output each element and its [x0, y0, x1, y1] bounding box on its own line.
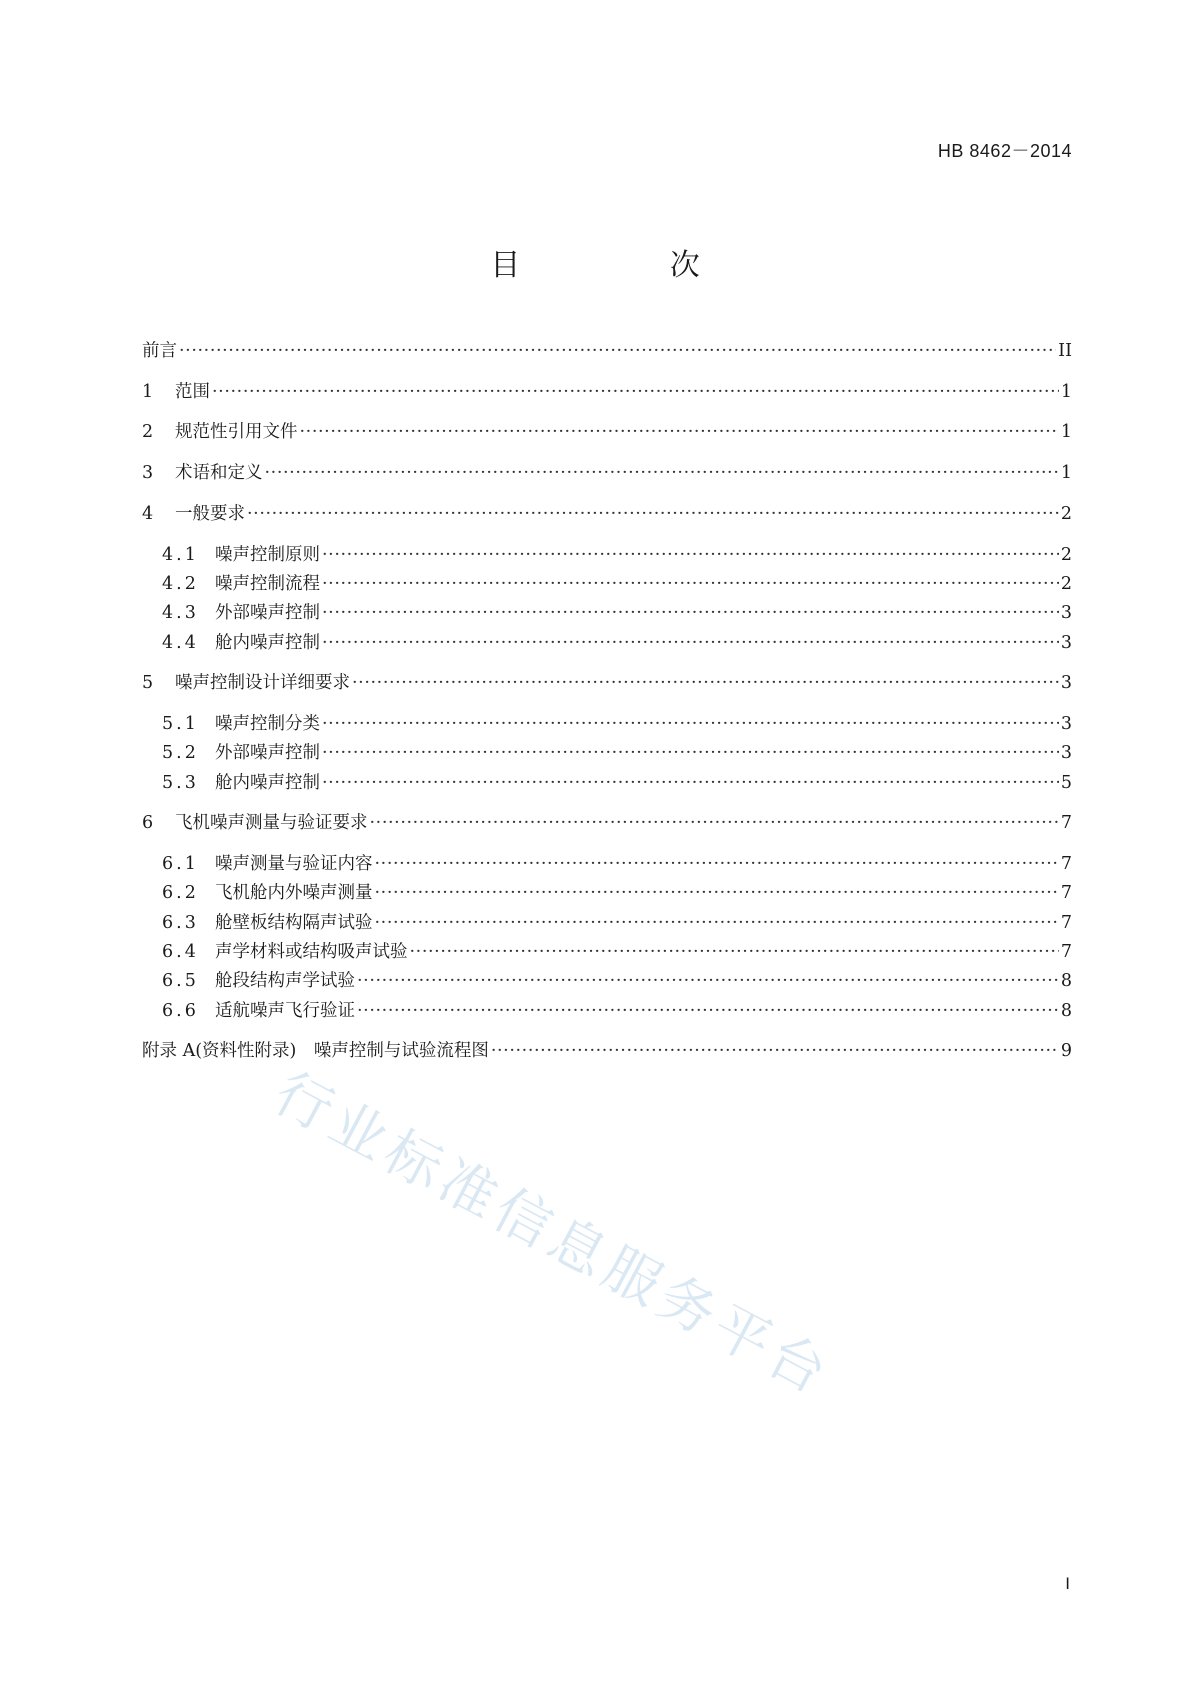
- toc-entry-number: 6.4: [162, 942, 199, 962]
- toc-leader-dots: [410, 941, 1059, 963]
- toc-entry-number: 4.2: [162, 574, 199, 594]
- toc-entry-label: 外部噪声控制: [215, 603, 320, 623]
- toc-entry-label: 舱内噪声控制: [215, 633, 320, 653]
- toc-entry-page: 1: [1060, 382, 1072, 402]
- toc-entry-number: 2: [142, 422, 154, 442]
- toc-entry-label: 外部噪声控制: [215, 743, 320, 763]
- toc-leader-dots: [322, 772, 1059, 794]
- toc-entry-page: 1: [1060, 422, 1072, 442]
- toc-entry[interactable]: [142, 1000, 1072, 1022]
- toc-entry[interactable]: [142, 632, 1072, 654]
- toc-entry-number: 1: [142, 382, 154, 402]
- toc-entry-number: 6.5: [162, 971, 199, 991]
- toc-leader-dots: [322, 544, 1059, 566]
- toc-entry-number: 5.2: [162, 743, 199, 763]
- toc-entry-label: 飞机舱内外噪声测量: [215, 883, 373, 903]
- toc-leader-dots: [322, 713, 1059, 735]
- toc-entry[interactable]: [142, 742, 1072, 764]
- toc-entry-page: 7: [1060, 854, 1072, 874]
- toc-leader-dots: [265, 462, 1059, 484]
- toc-entry-page: 5: [1060, 773, 1072, 793]
- toc-entry[interactable]: [142, 812, 1072, 834]
- toc-entry-label: 术语和定义: [175, 463, 263, 483]
- toc-entry-label: 噪声控制分类: [215, 714, 320, 734]
- toc-entry-number: 4: [142, 504, 154, 524]
- toc-entry[interactable]: [142, 602, 1072, 624]
- toc-entry-number: 6.6: [162, 1001, 199, 1021]
- toc-entry-page: 3: [1060, 673, 1072, 693]
- toc-entry[interactable]: [142, 970, 1072, 992]
- toc-entry-page: 3: [1060, 743, 1072, 763]
- toc-entry-label: 前言: [142, 341, 177, 361]
- toc-entry-page: 3: [1060, 714, 1072, 734]
- toc-leader-dots: [247, 503, 1059, 525]
- toc-entry[interactable]: [142, 1040, 1072, 1062]
- toc-entry[interactable]: [142, 421, 1072, 443]
- toc-entry[interactable]: [142, 672, 1072, 694]
- toc-entry-label: 范围: [175, 382, 210, 402]
- toc-entry-label: 适航噪声飞行验证: [215, 1001, 355, 1021]
- toc-leader-dots: [375, 912, 1059, 934]
- toc-entry-page: 1: [1060, 463, 1072, 483]
- toc-entry[interactable]: [142, 462, 1072, 484]
- toc-entry-number: 3: [142, 463, 154, 483]
- toc-entry-label: 噪声控制原则: [215, 545, 320, 565]
- toc-entry[interactable]: [142, 912, 1072, 934]
- toc-entry[interactable]: [142, 882, 1072, 904]
- toc-entry-label: 附录 A(资料性附录) 噪声控制与试验流程图: [142, 1041, 489, 1061]
- toc-leader-dots: [322, 632, 1059, 654]
- toc-entry[interactable]: [142, 941, 1072, 963]
- toc-entry[interactable]: [142, 853, 1072, 875]
- toc-entry-page: 2: [1060, 574, 1072, 594]
- page-title: 目 次: [490, 248, 770, 283]
- toc-entry[interactable]: [142, 713, 1072, 735]
- toc-entry-number: 5: [142, 673, 154, 693]
- toc-entry-page: 2: [1060, 504, 1072, 524]
- toc-leader-dots: [357, 970, 1059, 992]
- toc-entry-number: 4.3: [162, 603, 199, 623]
- toc-entry-page: 3: [1060, 633, 1072, 653]
- document-code: HB 8462－2014: [937, 141, 1072, 161]
- toc-entry-label: 舱段结构声学试验: [215, 971, 355, 991]
- toc-entry-page: 3: [1060, 603, 1072, 623]
- toc-entry-label: 声学材料或结构吸声试验: [215, 942, 408, 962]
- toc-entry-page: 8: [1060, 971, 1072, 991]
- toc-entry-number: 5.3: [162, 773, 199, 793]
- toc-leader-dots: [491, 1040, 1059, 1062]
- toc-leader-dots: [300, 421, 1059, 443]
- toc-entry-page: II: [1058, 341, 1072, 361]
- toc-leader-dots: [370, 812, 1059, 834]
- toc-entry-label: 噪声控制设计详细要求: [175, 673, 350, 693]
- toc-entry-label: 舱内噪声控制: [215, 773, 320, 793]
- toc-entry-page: 7: [1060, 883, 1072, 903]
- toc-entry[interactable]: [142, 544, 1072, 566]
- toc-entry[interactable]: [142, 381, 1072, 403]
- toc-leader-dots: [375, 882, 1059, 904]
- toc-entry-label: 规范性引用文件: [175, 422, 298, 442]
- toc-entry-page: 7: [1060, 913, 1072, 933]
- toc-entry-number: 5.1: [162, 714, 199, 734]
- toc-entry[interactable]: [142, 772, 1072, 794]
- toc-entry-page: 8: [1060, 1001, 1072, 1021]
- toc-leader-dots: [357, 1000, 1059, 1022]
- toc-entry[interactable]: [142, 340, 1072, 362]
- toc-leader-dots: [375, 853, 1059, 875]
- toc-entry-label: 噪声测量与验证内容: [215, 854, 373, 874]
- toc-entry-label: 一般要求: [175, 504, 245, 524]
- toc-leader-dots: [322, 573, 1059, 595]
- toc-entry-label: 噪声控制流程: [215, 574, 320, 594]
- toc-leader-dots: [352, 672, 1059, 694]
- toc-entry-number: 4.4: [162, 633, 199, 653]
- toc-entry-label: 飞机噪声测量与验证要求: [175, 813, 368, 833]
- toc-leader-dots: [322, 602, 1059, 624]
- toc-entry-number: 4.1: [162, 545, 199, 565]
- toc-entry-page: 2: [1060, 545, 1072, 565]
- toc-entry-number: 6.3: [162, 913, 199, 933]
- toc-leader-dots: [179, 340, 1056, 362]
- toc-entry[interactable]: [142, 503, 1072, 525]
- toc-entry-label: 舱壁板结构隔声试验: [215, 913, 373, 933]
- watermark: 行业标准信息服务平台: [263, 1060, 842, 1410]
- toc-entry-page: 7: [1060, 813, 1072, 833]
- toc-entry-number: 6: [142, 813, 154, 833]
- toc-entry-page: 7: [1060, 942, 1072, 962]
- toc-leader-dots: [322, 742, 1059, 764]
- toc-entry-number: 6.1: [162, 854, 199, 874]
- page-number: I: [1065, 1574, 1070, 1593]
- toc-entry-number: 6.2: [162, 883, 199, 903]
- toc-entry-page: 9: [1060, 1041, 1072, 1061]
- toc-leader-dots: [212, 381, 1059, 403]
- toc-entry[interactable]: [142, 573, 1072, 595]
